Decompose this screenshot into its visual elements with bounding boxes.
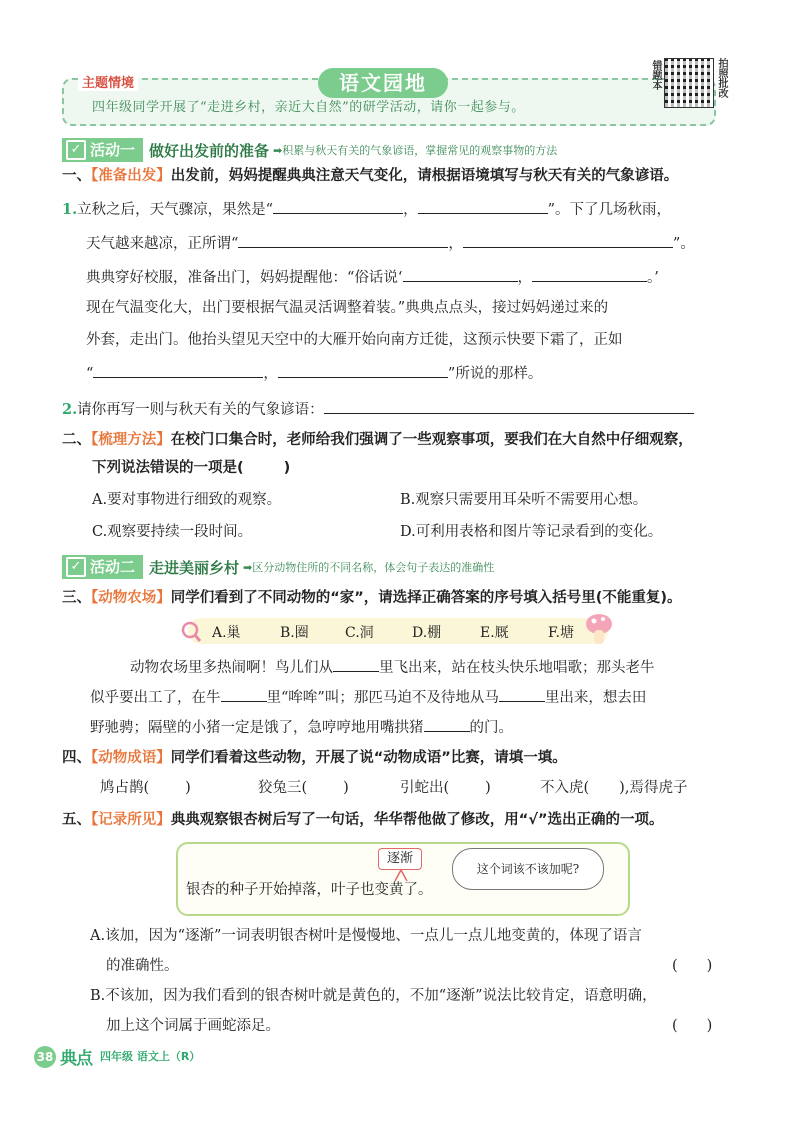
q3-text: 似乎要出工了，在牛 [90, 690, 221, 706]
q2-prompt [92, 458, 290, 478]
q3-para-3 [90, 716, 513, 738]
q2-tag: 【梳理方法】 [91, 432, 171, 448]
q1-text: ”所说的那样。 [447, 366, 543, 382]
answer-blank[interactable] [424, 716, 470, 732]
option-f: F.塘 [548, 625, 574, 641]
q2-label: 二、 [62, 432, 91, 448]
answer-blank[interactable] [93, 362, 263, 378]
q5-option-b-line-2: 加上这个词属于画蛇添足。 [106, 1018, 280, 1034]
q2-option-c: C.观察要持续一段时间。 [92, 524, 253, 540]
q1-text: 出发前，妈妈提醒典典注意天气变化，请根据语境填写与秋天有关的气象谚语。 [170, 168, 679, 184]
idiom-text: 引蛇出( [400, 780, 450, 796]
q2-option-d: D.可利用表格和图片等记录看到的变化。 [400, 524, 663, 540]
q1-sub1-num: 1. [62, 201, 78, 218]
q2-text: 下列说法错误的一项是( [92, 460, 244, 476]
idiom-2 [258, 778, 349, 798]
q1-text: 。’ [647, 270, 659, 286]
activity-2-badge [62, 555, 143, 579]
q5-option-a-line-1: A.该加，因为“逐渐”一词表明银杏树叶是慢慢地、一点儿一点儿地变黄的，体现了语言 [90, 928, 642, 944]
qr-label-left: 错题本 [650, 60, 661, 90]
idiom-3 [400, 778, 491, 798]
q4-tag: 【动物成语】 [91, 750, 171, 766]
q2-text: 在校门口集合时，老师给我们强调了一些观察事项，要我们在大自然中仔细观察， [170, 432, 693, 448]
idiom-4 [540, 778, 687, 798]
idiom-1 [100, 778, 191, 798]
answer-blank[interactable] [499, 686, 545, 702]
q3-heading [62, 588, 682, 608]
idiom-text: 鸠占鹊( [100, 780, 150, 796]
activity-1-title: 做好出发前的准备 [149, 141, 270, 160]
activity-1-badge [62, 138, 143, 162]
q1-line-4: 现在气温变化大，出门要根据气温灵活调整着装。”典典点点头，接过妈妈递过来的 [86, 300, 609, 316]
q1-heading [62, 166, 678, 186]
magnifier-icon [180, 620, 202, 644]
answer-blank[interactable] [278, 362, 448, 378]
activity-2-badge-label: 活动二 [90, 558, 136, 576]
q1-sub2-num: 2. [62, 401, 78, 418]
q1-text: 天气越来越凉，正所谓“ [86, 236, 239, 252]
answer-blank[interactable] [238, 232, 448, 248]
q1-text: “ [86, 366, 94, 382]
idiom-text: ),焉得虎子 [619, 780, 688, 796]
answer-blank[interactable] [418, 198, 548, 214]
q5-option-b-line-1: B.不该加，因为我们看到的银杏树叶就是黄色的，不加“逐渐”说法比较肯定，语意明确， [90, 988, 657, 1004]
footer-grade: 四年级 语文上（R） [100, 1050, 201, 1063]
idiom-text: 不入虎( [540, 780, 590, 796]
answer-blank[interactable] [221, 686, 267, 702]
q3-text: 同学们看到了不同动物的“家”，请选择正确答案的序号填入括号里(不能重复)。 [170, 590, 682, 606]
mushroom-icon [584, 612, 614, 646]
q1-text: ”。下了几场秋雨， [547, 202, 671, 218]
options-bar [188, 618, 608, 644]
q3-para-2 [90, 686, 646, 708]
answer-blank[interactable] [463, 232, 673, 248]
q2-option-b: B.观察只需要用耳朵听不需要用心想。 [400, 492, 648, 508]
q5-option-b-paren[interactable]: ( ) [672, 1018, 713, 1034]
q5-option-a-paren[interactable]: ( ) [672, 958, 713, 974]
idiom-text: 狡兔三( [258, 780, 308, 796]
comma: ， [403, 202, 418, 218]
comma: ， [517, 270, 533, 286]
paren-close: ) [185, 780, 191, 796]
activity-1-goal: ➡积累与秋天有关的气象谚语，掌握常见的观察事物的方法 [273, 144, 558, 157]
q2-heading [62, 430, 693, 450]
q1-text: 典典穿好校服，准备出门，妈妈提醒他：“俗话说‘ [86, 270, 403, 286]
answer-blank[interactable] [403, 266, 518, 282]
comma: ， [263, 366, 278, 382]
q3-text: 里“哞哞”叫；那匹马迫不及待地从马 [266, 690, 499, 706]
inserted-word: 逐渐 [378, 848, 422, 870]
q5-text: 典典观察银杏树后写了一句话，华华帮他做了修改，用“√”选出正确的一项。 [170, 812, 664, 828]
q1-sub2-text: 请你再写一则与秋天有关的气象谚语： [77, 402, 324, 418]
q1-sub2 [62, 398, 694, 420]
theme-tag: 主题情境 [78, 72, 138, 91]
q3-label: 三、 [62, 590, 91, 606]
check-icon: ✓ [66, 140, 86, 160]
brand-logo: 典点 [60, 1049, 92, 1069]
q4-heading [62, 748, 567, 768]
q3-tag: 【动物农场】 [91, 590, 171, 606]
q1-line-2 [86, 232, 695, 254]
q1-text: ”。 [672, 236, 695, 252]
q1-line-5: 外套，走出门。他抬头望见天空中的大雁开始向南方迁徙，这预示快要下霜了，正如 [86, 332, 623, 348]
q1-label: 一、 [62, 168, 91, 184]
intro-text: 四年级同学开展了“走进乡村，亲近大自然”的研学活动，请你一起参与。 [92, 100, 525, 115]
option-d: D.棚 [412, 625, 442, 641]
check-icon: ✓ [66, 557, 86, 577]
q1-line-6 [86, 362, 542, 384]
q5-option-a-line-2: 的准确性。 [106, 958, 179, 974]
activity-2-header [62, 555, 494, 579]
q3-para-1 [130, 656, 655, 678]
paren-close: ) [485, 780, 491, 796]
answer-blank[interactable] [273, 198, 403, 214]
activity-1-badge-label: 活动一 [90, 141, 136, 159]
q1-line-1 [62, 198, 671, 220]
qr-label-right: 拍照批改 [716, 58, 727, 98]
activity-2-goal: ➡区分动物住所的不同名称，体会句子表达的准确性 [243, 561, 495, 574]
q5-tag: 【记录所见】 [91, 812, 171, 828]
option-e: E.厩 [480, 625, 509, 641]
q3-text: 里出来，想去田 [544, 690, 647, 706]
page-title: 语文园地 [318, 68, 448, 98]
option-b: B.圈 [280, 625, 309, 641]
q1-text: 立秋之后，天气骤凉，果然是“ [77, 202, 274, 218]
paren-close: ) [343, 780, 349, 796]
answer-blank[interactable] [532, 266, 647, 282]
thought-cloud: 这个词该不该加呢? [452, 848, 604, 890]
q4-text: 同学们看着这些动物，开展了说“动物成语”比赛，请填一填。 [170, 750, 567, 766]
option-a: A.巢 [212, 625, 241, 641]
activity-2-title: 走进美丽乡村 [149, 558, 240, 577]
answer-blank[interactable] [324, 398, 694, 414]
q3-text: 里飞出来，站在枝头快乐地唱歌；那头老牛 [379, 660, 655, 676]
q3-text: 动物农场里多热闹啊！鸟儿们从 [130, 660, 333, 676]
paren-close: ) [283, 460, 291, 476]
q4-label: 四、 [62, 750, 91, 766]
activity-1-header [62, 138, 557, 162]
q1-line-3 [86, 266, 659, 288]
q5-label: 五、 [62, 812, 91, 828]
answer-blank[interactable] [333, 656, 379, 672]
qr-code[interactable] [664, 58, 714, 108]
option-c: C.洞 [345, 625, 374, 641]
q3-text: 野驰骋；隔壁的小猪一定是饿了，急哼哼地用嘴拱猪 [90, 720, 424, 736]
q3-text: 的门。 [469, 720, 513, 736]
q2-option-a: A.要对事物进行细致的观察。 [92, 492, 282, 508]
q1-tag: 【准备出发】 [91, 168, 171, 184]
example-sentence: 银杏的种子开始掉落，叶子也变黄了。 [186, 882, 433, 898]
q5-heading [62, 810, 663, 830]
comma: ， [448, 236, 463, 252]
page-number: 38 [34, 1046, 56, 1068]
